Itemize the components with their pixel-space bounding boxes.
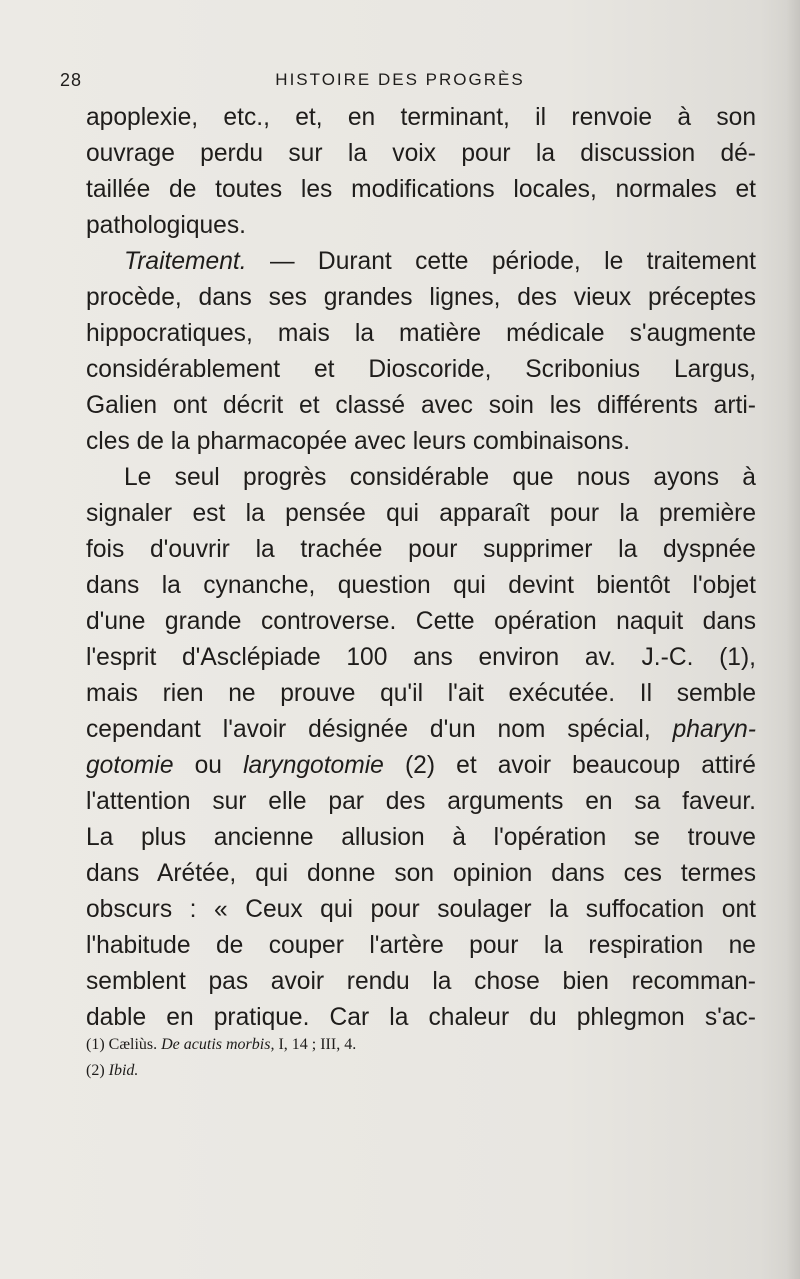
text-line: dans Arétée, qui donne son opinion dans ces termes (86, 860, 756, 887)
footnote-2 (86, 1058, 756, 1084)
running-head (0, 70, 800, 100)
text-line: hippocratiques, mais la matière médicale s'augmente (86, 320, 756, 347)
text-line (86, 244, 756, 280)
text-line: taillée de toutes les modifications locales, normales et (86, 176, 756, 203)
text-line: Galien ont décrit et classé avec soin les différents arti- (86, 392, 756, 419)
text-line: considérablement et Dioscoride, Scribonius Largus, (86, 356, 756, 383)
running-title: HISTOIRE DES PROGRÈS (275, 70, 525, 89)
text-line: ouvrage perdu sur la voix pour la discussion dé- (86, 140, 756, 167)
text-fragment: (2) et avoir beaucoup attiré (383, 752, 756, 779)
footnotes (86, 1032, 756, 1084)
text-line: pathologiques. (86, 212, 246, 239)
body-text (86, 100, 756, 1036)
footnote-title: Ibid. (108, 1062, 139, 1079)
text-fragment: ou (173, 752, 244, 779)
page-number: 28 (60, 70, 83, 90)
footnote-text: I, 14 ; III, 4. (274, 1036, 357, 1053)
italic-term-laryngotomie: laryngotomie (243, 752, 384, 779)
italic-term-gotomie: gotomie (86, 752, 174, 779)
text-line: d'une grande controverse. Cette opération naquit dans (86, 608, 756, 635)
text-line: dable en pratique. Car la chaleur du phlegmon s'ac- (86, 1004, 756, 1031)
text-line: dans la cynanche, question qui devint bientôt l'objet (86, 572, 756, 599)
text-line: La plus ancienne allusion à l'opération se trouve (86, 824, 756, 851)
text-line: obscurs : « Ceux qui pour soulager la suffocation ont (86, 896, 756, 923)
text-line: apoplexie, etc., et, en terminant, il renvoie à son (86, 104, 756, 131)
text-line: l'habitude de couper l'artère pour la respiration ne (86, 932, 756, 959)
text-line: Le seul progrès considérable que nous ayons à (124, 464, 756, 491)
italic-heading-traitement: Traitement. (124, 248, 247, 275)
text-line: cles de la pharmacopée avec leurs combinaisons. (86, 428, 631, 455)
text-line: fois d'ouvrir la trachée pour supprimer la dyspnée (86, 536, 756, 563)
text-line (86, 748, 756, 784)
text-fragment: cependant l'avoir désignée d'un nom spécial, (86, 716, 673, 743)
text-fragment: — Durant cette période, le traitement (246, 248, 756, 275)
text-line: semblent pas avoir rendu la chose bien recomman- (86, 968, 756, 995)
page-edge-shadow (786, 0, 800, 1279)
text-line: procède, dans ses grandes lignes, des vieux préceptes (86, 284, 756, 311)
footnote-title: De acutis morbis, (161, 1036, 275, 1053)
italic-term-pharyn: pharyn- (672, 716, 756, 743)
text-line: l'attention sur elle par des arguments en sa faveur. (86, 788, 756, 815)
text-line: l'esprit d'Asclépiade 100 ans environ av. J.-C. (1), (86, 644, 756, 671)
text-line: signaler est la pensée qui apparaît pour la première (86, 500, 756, 527)
footnote-1 (86, 1032, 756, 1058)
footnote-text: (1) Cæliùs. (86, 1036, 162, 1053)
text-line: mais rien ne prouve qu'il l'ait exécutée. Il semble (86, 680, 756, 707)
text-line (86, 712, 756, 748)
footnote-text: (2) (86, 1062, 109, 1079)
